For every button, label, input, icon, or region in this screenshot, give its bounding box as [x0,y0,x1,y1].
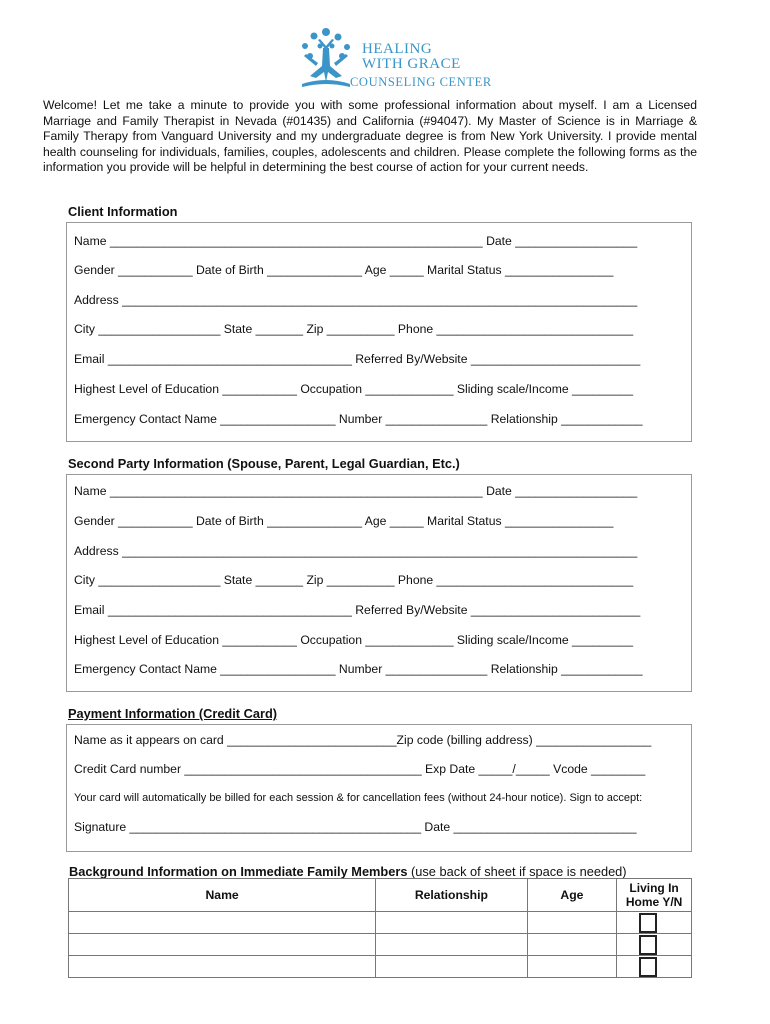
family-subtitle-text: (use back of sheet if space is needed) [407,864,627,879]
client-education-field[interactable]: Highest Level of Education ___________ Occupation _____________ Sliding scale/Income _________ [74,382,634,396]
family-living-cell [617,934,692,956]
family-relationship-cell[interactable] [376,912,527,934]
second-education-field[interactable]: Highest Level of Education ___________ Occupation _____________ Sliding scale/Income _________ [74,633,634,647]
logo-line-1: HEALING [362,41,433,57]
second-city-field[interactable]: City __________________ State _______ Zip __________ Phone _____________________________ [74,573,634,587]
family-age-cell[interactable] [527,956,617,978]
billing-notice: Your card will automatically be billed for each session & for cancellation fees (without 24-hour notice). Sign to accept: [74,792,643,804]
intro-paragraph: Welcome! Let me take a minute to provide you with some professional information about myself. I am a Licensed Marriage and Family Therapist in Nevada (#01435) and California (#94047). My Master of Science is in Marriage & Family Therapy from Vanguard University and my undergraduate degree is from New York University. I provide mental health counseling for individuals, families, couples, adolescents and children. Please complete the following forms as the information you provide will be helpful in determining the best course of action for your current needs. [43,98,697,175]
family-relationship-cell[interactable] [376,934,527,956]
logo-line-3: COUNSELING CENTER [350,75,492,89]
col-relationship-header: Relationship [376,879,527,912]
col-name-header: Name [69,879,376,912]
client-emergency-field[interactable]: Emergency Contact Name _________________ Number _______________ Relationship ____________ [74,412,643,426]
living-checkbox[interactable] [639,935,657,955]
card-name-field[interactable]: Name as it appears on card _________________________Zip code (billing address) _________________ [74,733,652,747]
client-city-field[interactable]: City __________________ State _______ Zip __________ Phone _____________________________ [74,322,634,336]
family-name-cell[interactable] [69,956,376,978]
family-header-row [69,879,692,912]
second-name-field[interactable]: Name _______________________________________________________ Date __________________ [74,484,638,498]
living-checkbox[interactable] [639,957,657,977]
client-email-field[interactable]: Email ____________________________________ Referred By/Website _________________________ [74,352,641,366]
family-title-text: Background Information on Immediate Family Members [69,864,408,879]
family-age-cell[interactable] [527,912,617,934]
family-members-table [68,878,692,978]
second-address-field[interactable]: Address ____________________________________________________________________________ [74,544,638,558]
family-living-cell [617,912,692,934]
second-email-field[interactable]: Email ____________________________________ Referred By/Website _________________________ [74,603,641,617]
table-row [69,934,692,956]
family-info-title [69,864,627,879]
family-name-cell[interactable] [69,912,376,934]
logo-wordmark [350,41,492,89]
logo-line-2: WITH GRACE [362,56,461,72]
client-address-field[interactable]: Address ____________________________________________________________________________ [74,293,638,307]
family-living-cell [617,956,692,978]
payment-info-title: Payment Information (Credit Card) [68,706,278,721]
second-gender-field[interactable]: Gender ___________ Date of Birth ______________ Age _____ Marital Status ________________ [74,514,614,528]
table-row [69,912,692,934]
col-living-header: Living In Home Y/N [617,879,692,912]
col-age-header: Age [527,879,617,912]
client-gender-field[interactable]: Gender ___________ Date of Birth ______________ Age _____ Marital Status ________________ [74,263,614,277]
second-party-title: Second Party Information (Spouse, Parent, Legal Guardian, Etc.) [68,456,460,471]
living-checkbox[interactable] [639,913,657,933]
family-relationship-cell[interactable] [376,956,527,978]
card-number-field[interactable]: Credit Card number ___________________________________ Exp Date _____/_____ Vcode ________ [74,762,646,776]
second-emergency-field[interactable]: Emergency Contact Name _________________ Number _______________ Relationship ____________ [74,662,643,676]
table-row [69,956,692,978]
client-info-title: Client Information [68,204,178,219]
family-name-cell[interactable] [69,934,376,956]
signature-field[interactable]: Signature ___________________________________________ Date ___________________________ [74,820,637,834]
client-name-field[interactable]: Name _______________________________________________________ Date __________________ [74,234,638,248]
family-age-cell[interactable] [527,934,617,956]
